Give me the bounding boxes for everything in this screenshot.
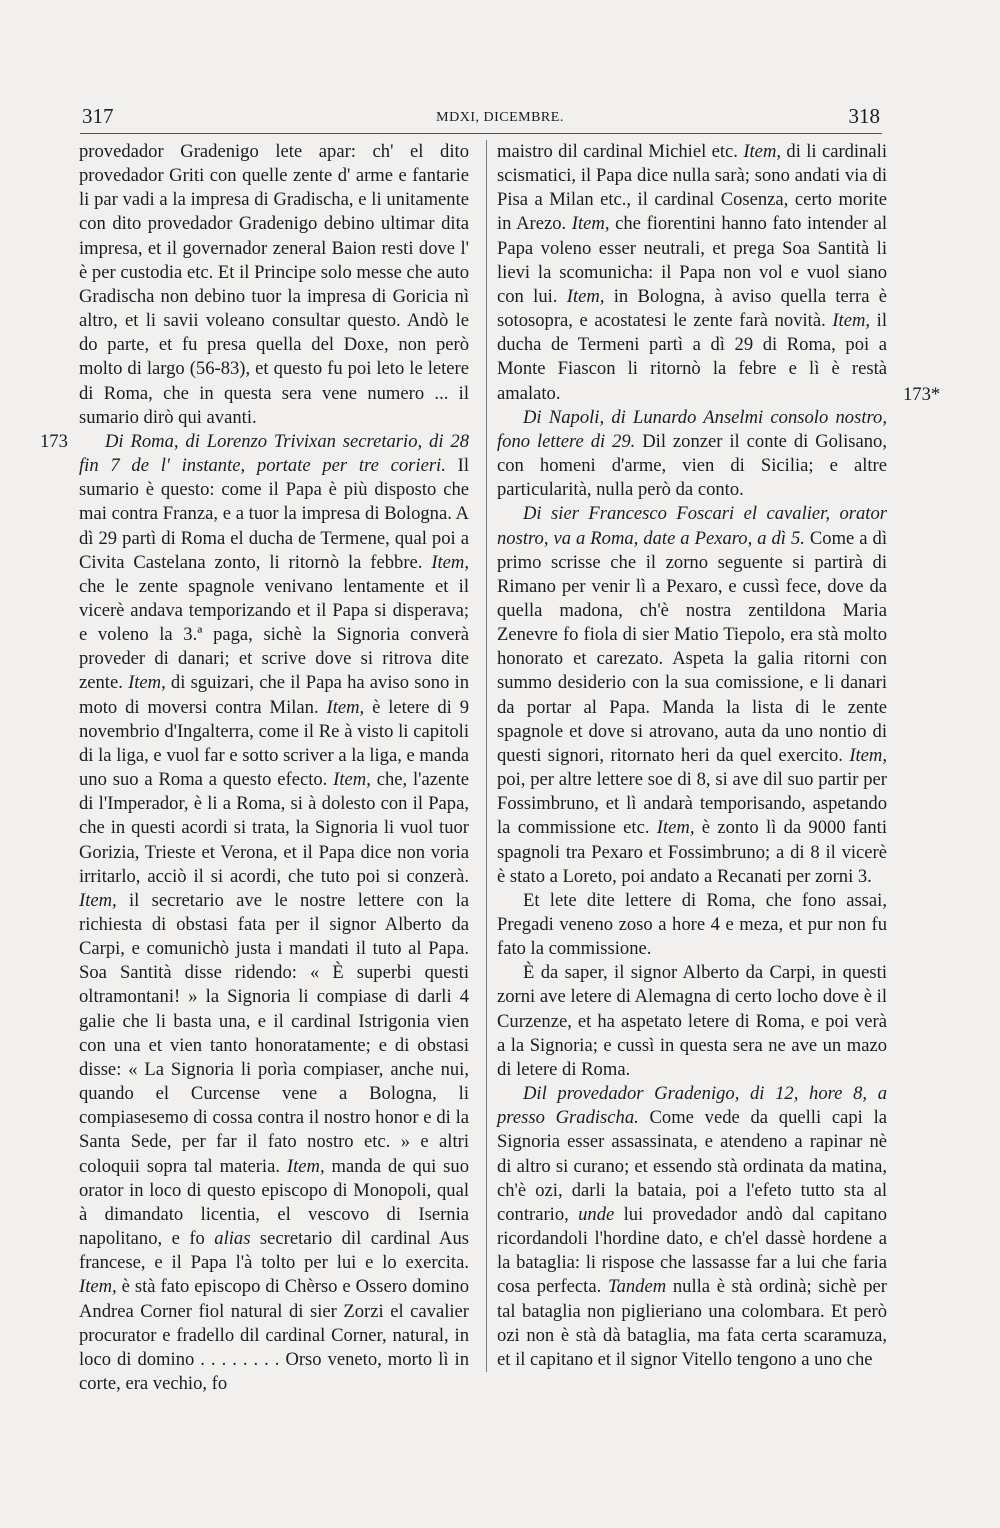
tandem-word: Tandem xyxy=(607,1276,667,1298)
paragraph-text: manda de qui suo orator in loco di questo episcopo di Monopoli, qual à dimandato licentia, el vescovo di Isernia napolitano, e fo xyxy=(79,1155,469,1250)
left-page-number: 317 xyxy=(82,104,114,128)
paragraph xyxy=(497,502,887,889)
left-column xyxy=(79,140,469,1396)
paragraph xyxy=(79,140,469,430)
right-column xyxy=(497,140,887,1372)
paragraph-text: è letere di 9 novembrio d'Ingalterra, come il Re à visto li capitoli di la liga, e vuol far e sotto scriver a la liga, e manda uno suo a Roma a questo efecto. xyxy=(79,696,469,791)
alias-word: alias xyxy=(214,1228,251,1250)
item-word: Item, xyxy=(566,285,605,307)
paragraph-text: Come vede da quelli capi la Signoria esser assassinata, e atendeno a rapinar nè di altro si curano; et essendo stà ordinata da matina, ch'è ozi, darli la bataia, poi a l'efeto tutto sta al contrario, xyxy=(497,1107,888,1225)
paragraph-text: in Bologna, à aviso quella terra è sotosopra, e acostatesi le zente farà novità. xyxy=(497,285,888,332)
paragraph-text: secretario dil cardinal Aus francese, e il Papa l'à tolto per lui e lo exercita. xyxy=(79,1228,470,1274)
letter-heading: Di Napoli, di Lunardo Anselmi consolo nostro, fono lettere di 29. xyxy=(497,406,887,452)
item-word: Item, xyxy=(849,744,887,766)
paragraph-text: Il sumario è questo: come il Papa è più disposto che mai contra Franza, e a tuor la impresa di Bologna. A dì 29 partì di Roma el ducha de Termene, qual poi a Civita Castelana zonto, li ritornò la febbre. xyxy=(79,455,469,573)
paragraph xyxy=(497,406,887,503)
letter-heading: Di sier Francesco Foscari el cavalier, orator nostro, va a Roma, date a Pexaro, a dì 5. xyxy=(497,503,887,549)
paragraph-text: maistro dil cardinal Michiel etc. xyxy=(497,141,744,162)
item-word: Item, xyxy=(743,141,782,162)
item-word: Item, xyxy=(79,889,117,911)
item-word: Item, xyxy=(79,1276,117,1298)
paragraph xyxy=(497,140,887,406)
paragraph-text: è zonto lì da 9000 fanti spagnoli tra Pexaro et Fossimbruno; a di 8 il vicerè è stato a Loreto, poi andato a Recanati per zorni 3. xyxy=(497,817,887,887)
paragraph-text: nulla è stà ordinà; sichè per tal bataglia non piglieriano una colombara. Et però ozi non è stà dà bataglia, ma fata certa scaramuza, et il capitano et il signor Vitello tengono a uno che xyxy=(497,1276,888,1370)
paragraph xyxy=(497,1082,887,1372)
left-margin-number: 173 xyxy=(40,431,68,452)
paragraph xyxy=(497,889,887,961)
paragraph-text: lui provedador andò dal capitano ricordandoli l'hordine dato, e ch'el dassè hordene a la bataglia: li rispose che lassasse far a lui che faria cosa perfecta. xyxy=(497,1203,887,1298)
right-page-number: 318 xyxy=(848,104,880,128)
paragraph xyxy=(79,430,469,1396)
paragraph-text: poi, per altre lettere soe di 8, si ave dil suo partir per Fossimbruno, et lì andarà temporisando, aspetando la commissione etc. xyxy=(497,769,887,839)
page-header xyxy=(0,104,1000,134)
paragraph-text: Dil zonzer il conte di Golisano, con homeni d'arme, vien di Sicilia; e altre particularità, nulla però da conto. xyxy=(497,430,887,501)
item-word: Item, xyxy=(286,1155,325,1177)
paragraph-text: è stà fato episcopo di Chèrso e Ossero domino Andrea Corner fiol natural di sier Zorzi el cavalier procurator e fradello dil cardinal Corner, natural, in loco di domino . . . . . . . . Orso veneto, morto lì in corte, era vechio, fo xyxy=(79,1276,469,1394)
paragraph-text: di li cardinali scismatici, il Papa dice nulla sarà; sono andati via di Pisa a Milan etc., il cardinal Cosenza, certo morite in Arezo. xyxy=(497,141,887,235)
paragraph-text: Come a dì primo scrisse che il zorno seguente si partirà di Rimano per venir lì a Pexaro, e cussì fece, dove da quella madona, ch'è nostra zentildona Maria Zenevre fo fiola di sier Matio Tiepolo, era stà molto honorato et carezato. Aspeta la galia ritorni con summo desiderio con la sua comissione, e li danari da portar al Papa. Manda la lista di le zente spagnole et dove si atrovano, auta da uno nontio di questi signori, ritornato heri da quel exercito. xyxy=(497,527,887,766)
paragraph xyxy=(497,961,887,1082)
item-word: Item, xyxy=(431,551,469,573)
paragraph-text: che, l'azente di l'Imperador, è li a Roma, si à dolesto con il Papa, che in questi acordi si trata, la Signoria li vuol tuor Gorizia, Trieste et Verona, et il Papa dice non voria irritarlo, acciò il si acordi, che tuto poi si conzerà. xyxy=(79,769,469,887)
paragraph-text: che fiorentini hanno fato intender al Papa voleno esser neutrali, et prega Soa Santità li lievi la scomunicha: il Papa non vol e vuol siano con lui. xyxy=(497,213,887,307)
header-rule xyxy=(80,133,882,134)
item-word: Item, xyxy=(128,672,166,694)
running-title: MDXI, DICEMBRE. xyxy=(436,110,564,125)
paragraph-text: provedador Gradenigo lete apar: ch' el dito provedador Griti con quelle zente d' arme e fantarie li par vadi a la impresa di Gradischa, e li unitamente con dito provedador Gradenigo debino ultimar dita impresa, et il governador zeneral Baion resti dove l' è per custodia etc. Et il Principe solo messe che auto Gradischa non debino tuor la impresa di Goricia nì altro, et li savii voleano consultar questo. Andò le do parte, et fu presa quella del Doxe, non però molto di largo (56-83), et questo fu poi leto le letere di Roma, che in questa sera vene numero ... il sumario dirò qui avanti. xyxy=(79,141,469,428)
column-divider xyxy=(486,140,487,1372)
item-word: Item, xyxy=(571,213,610,235)
unde-word: unde xyxy=(578,1203,615,1225)
letter-heading: Dil provedador Gradenigo, di 12, hore 8, a presso Gradischa. xyxy=(497,1083,887,1129)
paragraph-text: il secretario ave le nostre lettere con la richiesta di obstasi fata per il signor Alberto da Carpi, e comunichò justa i mandati il tuto al Papa. Soa Santità disse ridendo: « È superbi questi oltramontani! » la Signoria li compiase di darli 4 galie che li basta una, e il cardinal Istrigonia vien con una et vien tanto honoratamente; e di obstasi disse: « La Signoria li porìa compiaser, anche nui, quando el Curcense vene a Bologna, li compiasesemo di cossa contra il nostro honor e di la Santa Sede, per far il fato nostro etc. » e altri coloquii sopra tal materia. xyxy=(79,889,469,1177)
right-margin-number: 173* xyxy=(903,384,941,405)
paragraph-text: È da saper, il signor Alberto da Carpi, in questi zorni ave letere di Alemagna di certo locho dove è il Curzenze, et ha aspetato letere di Roma, e poi verà a la Signoria; e cussì in questa sera ne ave un mazo di letere di Roma. xyxy=(497,962,887,1080)
paragraph-text: di sguizari, che il Papa ha aviso sono in moto di moversi contra Milan. xyxy=(79,672,469,718)
item-word: Item, xyxy=(326,696,365,718)
paragraph-text: Et lete dite lettere di Roma, che fono assai, Pregadi veneno zoso a hore 4 e meza, et pur non fu fato la commissione. xyxy=(497,889,887,960)
paragraph-text: che le zente spagnole venivano lentamente et il vicerè andava temporizando et il Papa si disperava; e voleno la 3.ª paga, sichè la Signoria converà proveder di danari; et scrive dove si ritrova dite zente. xyxy=(79,575,469,694)
paragraph-text: il ducha de Termeni partì a dì 29 di Roma, poi a Monte Fiascon li ritornò la febre e lì è restà amalato. xyxy=(497,310,887,404)
item-word: Item, xyxy=(333,769,371,791)
item-word: Item, xyxy=(832,310,871,332)
letter-heading: Di Roma, di Lorenzo Trivixan secretario, di 28 fin 7 de l' instante, portate per tre corieri. xyxy=(79,430,469,477)
item-word: Item, xyxy=(656,817,695,839)
